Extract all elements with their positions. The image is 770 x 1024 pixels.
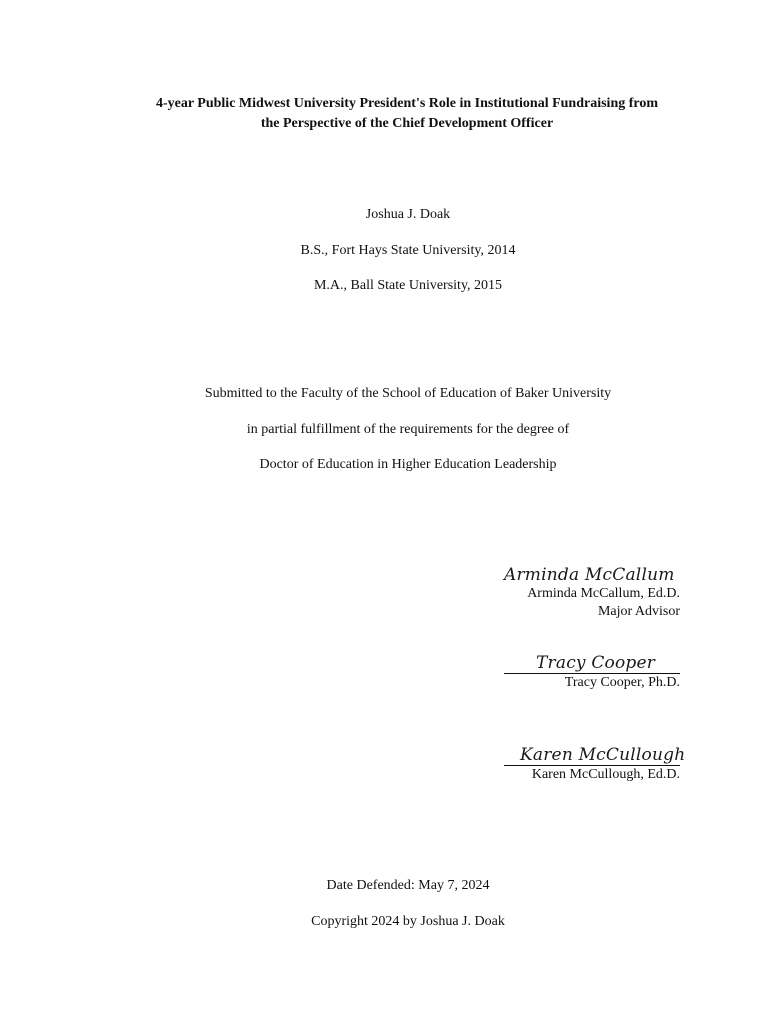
- signature-karen-mccullough: Karen McCullough: [520, 745, 686, 765]
- submission-statement-line-2: in partial fulfillment of the requirements for the degree of: [246, 422, 570, 437]
- committee-member-name: Tracy Cooper, Ph.D.: [564, 675, 680, 690]
- signature-tracy-cooper: Tracy Cooper: [536, 653, 656, 673]
- author-degree-bs: B.S., Fort Hays State University, 2014: [300, 243, 516, 258]
- signature-arminda-mccallum: Arminda McCallum: [504, 565, 675, 585]
- signature-line: [504, 561, 680, 585]
- committee-member-name: Arminda McCallum, Ed.D.: [527, 586, 680, 601]
- dissertation-title: [80, 94, 734, 134]
- committee-member-2: [504, 649, 680, 692]
- copyright-notice: Copyright 2024 by Joshua J. Doak: [311, 914, 505, 929]
- signature-line: [504, 741, 686, 766]
- submission-statement-line-1: Submitted to the Faculty of the School of Education of Baker University: [204, 386, 612, 401]
- title-line-1: 4-year Public Midwest University President's Role in Institutional Fundraising from: [155, 96, 659, 111]
- committee-member-3: [504, 741, 686, 784]
- degree-program: Doctor of Education in Higher Education Leadership: [259, 457, 557, 472]
- committee-member-1: [504, 561, 680, 621]
- date-defended: Date Defended: May 7, 2024: [326, 878, 490, 893]
- author-name: Joshua J. Doak: [365, 207, 451, 222]
- author-degree-ma: M.A., Ball State University, 2015: [313, 278, 503, 293]
- committee-member-name: Karen McCullough, Ed.D.: [531, 767, 680, 782]
- signature-line: [504, 649, 680, 674]
- committee-member-role: Major Advisor: [597, 604, 680, 619]
- title-line-2: the Perspective of the Chief Development Officer: [260, 116, 554, 131]
